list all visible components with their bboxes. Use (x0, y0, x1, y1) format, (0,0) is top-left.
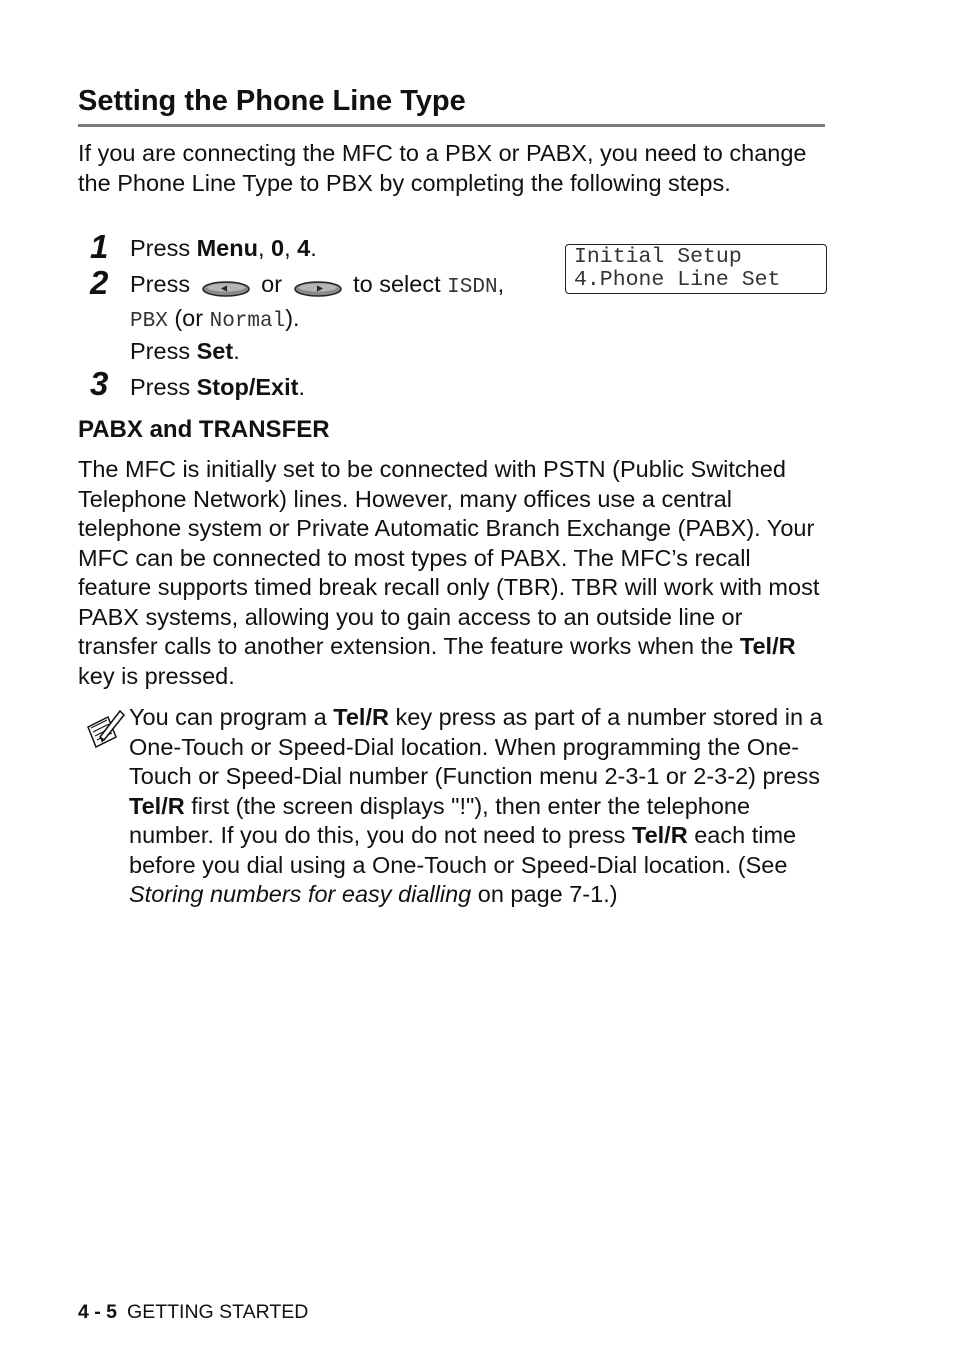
option-normal: Normal (209, 310, 286, 333)
tel-r-key-label: Tel/R (739, 633, 796, 659)
press-set-end: . (233, 338, 240, 364)
note-text-5: on page 7-1.) (471, 881, 618, 907)
pabx-heading: PABX and TRANSFER (78, 416, 330, 443)
title-underline (78, 124, 825, 127)
step-2-to-select: to select (353, 271, 441, 297)
menu-key-label: Menu (196, 235, 258, 261)
note-paragraph (129, 703, 824, 910)
pabx-text-2: key is pressed. (78, 662, 235, 689)
step-3-press: Press (130, 374, 197, 400)
step-2-press: Press (130, 271, 191, 297)
step-2-close: ). (285, 305, 300, 331)
page-title: Setting the Phone Line Type (78, 85, 466, 117)
key-4-label: 4 (297, 235, 311, 261)
step-2-press-set (130, 336, 240, 367)
note-text-1: You can program a (129, 704, 334, 730)
note-pencil-icon (86, 707, 126, 749)
key-0-label: 0 (271, 235, 285, 261)
step-2-or: or (261, 271, 283, 297)
cross-reference-title: Storing numbers for easy dialling (129, 881, 472, 907)
step-2-number: 2 (90, 264, 109, 301)
pabx-paragraph (78, 455, 823, 691)
step-1-end: . (310, 235, 317, 261)
option-pbx: PBX (130, 310, 168, 333)
page-number: 4 - 5 (78, 1301, 118, 1323)
note-text-2: key press as part of a number stored in a One-Touch or Speed-Dial location. When programming the One-Touch or Speed-Dial number (Function menu 2-3-1 or 2-3-2) press (129, 704, 823, 789)
press-set-prefix: Press (130, 338, 197, 364)
step-3-number: 3 (90, 365, 109, 402)
step-1-sep1: , (257, 235, 272, 261)
step-2-text: Press or to select ISDN, PBX (or Normal). (130, 271, 505, 333)
lcd-line-2: 4.Phone Line Set (574, 267, 781, 292)
note-text-4: each time before you dial using a One-Touch or Speed-Dial location. (See (129, 822, 797, 878)
navigation-left-key-icon (201, 276, 251, 296)
note-text-3: first (the screen displays "!"), then enter the telephone number. If you do this, you do not need to press (129, 792, 751, 848)
lcd-display (565, 244, 827, 294)
note-tel-r-3: Tel/R (631, 822, 688, 848)
step-2-or-normal: (or (174, 305, 204, 331)
chapter-name: GETTING STARTED (127, 1301, 309, 1323)
set-key-label: Set (196, 338, 234, 364)
step-3-end: . (298, 374, 305, 400)
step-1-number: 1 (90, 228, 109, 265)
step-1-text (130, 233, 317, 264)
note-tel-r-2: Tel/R (129, 792, 185, 819)
note-tel-r-1: Tel/R (333, 704, 389, 730)
step-3-text (130, 372, 305, 403)
step-1-press: Press (130, 235, 197, 261)
pabx-text-1: The MFC is initially set to be connected with PSTN (Public Switched Telephone Network) lines. However, many offices use a central telephone system or Private Automatic Branch Exchange (PABX). Your MFC can be connected to most types of PABX. The MFC’s recall feature supports timed break recall only (TBR). TBR will work with most PABX systems, allowing you to gain access to an outside line or transfer calls to another extension. The feature works when the (78, 456, 820, 659)
lcd-line-1: Initial Setup (574, 245, 742, 269)
stop-exit-key-label: Stop/Exit (196, 374, 299, 400)
navigation-right-key-icon (293, 276, 343, 296)
intro-paragraph: If you are connecting the MFC to a PBX or PABX, you need to change the Phone Line Type to PBX by completing the following steps. (78, 140, 807, 196)
step-1-sep2: , (284, 235, 298, 261)
page-footer (78, 1300, 308, 1324)
option-isdn: ISDN (447, 276, 498, 299)
